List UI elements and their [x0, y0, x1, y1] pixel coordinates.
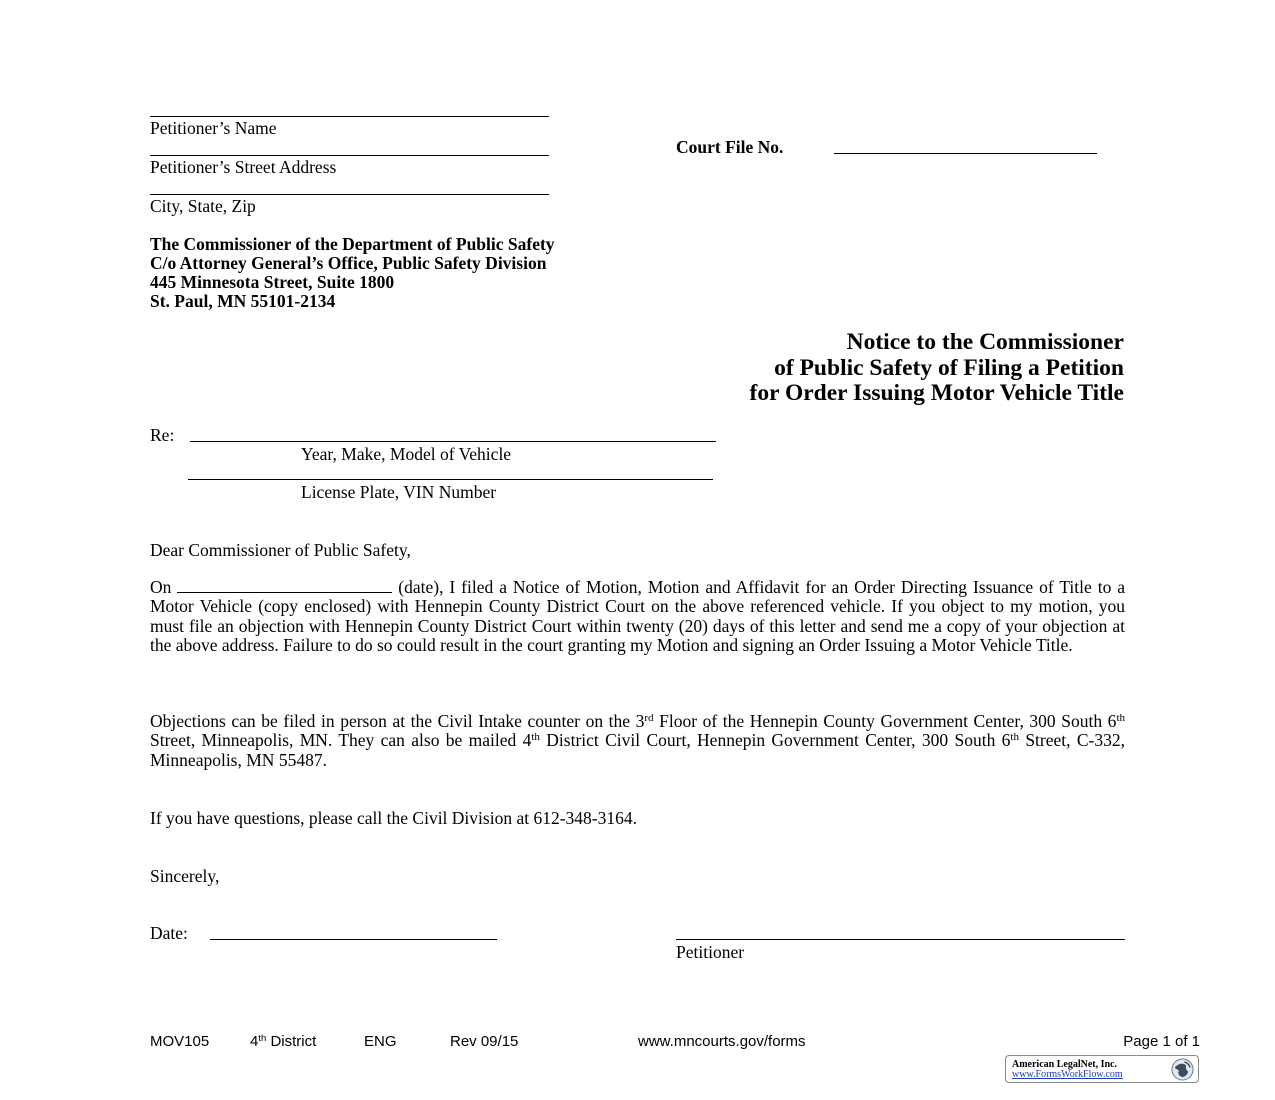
document-title [750, 330, 1125, 407]
recipient-line-4: St. Paul, MN 55101-2134 [150, 291, 336, 311]
date-label: Date: [150, 923, 188, 943]
globe-icon [1171, 1058, 1194, 1081]
recipient-line-3: 445 Minnesota Street, Suite 1800 [150, 272, 395, 292]
petitioner-signature-label: Petitioner [676, 942, 745, 962]
vehicle-label: Year, Make, Model of Vehicle [301, 444, 512, 464]
date-blank[interactable] [177, 578, 392, 593]
footer-url[interactable]: www.mncourts.gov/forms [638, 1033, 806, 1050]
badge-url[interactable]: www.FormsWorkFlow.com [1012, 1069, 1123, 1080]
plate-line[interactable] [188, 479, 713, 480]
city-state-zip-line[interactable] [150, 194, 549, 195]
para1-text: (date), I filed a Notice of Motion, Motion and Affidavit for an Order Directing Issuance of Title to a Motor Vehicle (copy enclosed) with Hennepin County District Court on the above referenced vehicle. If you object to my motion, you must file an objection with Hennepin County District Court within twenty (20) days of this letter and send me a copy of your objection at the above address. Failure to do so could result in the court granting my Motion and signing an Order Issuing a Motor Vehicle Title. [150, 577, 1126, 655]
paragraph-1 [150, 578, 1125, 655]
petitioner-address-label: Petitioner’s Street Address [150, 157, 337, 177]
petitioner-address-line[interactable] [150, 155, 549, 156]
americanlegalnet-badge[interactable] [1005, 1055, 1199, 1083]
footer-page: Page 1 of 1 [1123, 1033, 1200, 1050]
court-file-line[interactable] [834, 153, 1097, 154]
court-file-label: Court File No. [676, 137, 784, 157]
closing: Sincerely, [150, 866, 220, 886]
plate-label: License Plate, VIN Number [301, 482, 497, 502]
title-line-3: for Order Issuing Motor Vehicle Title [749, 380, 1124, 406]
title-line-2: of Public Safety of Filing a Petition [774, 354, 1124, 381]
city-state-zip-label: City, State, Zip [150, 196, 256, 216]
date-signature-line[interactable] [210, 939, 497, 940]
petitioner-name-label: Petitioner’s Name [150, 118, 277, 138]
footer-revision: Rev 09/15 [450, 1033, 519, 1050]
recipient-line-2: C/o Attorney General’s Office, Public Safety Division [150, 253, 547, 273]
footer-district: 4th District [250, 1033, 317, 1050]
footer-form-code: MOV105 [150, 1033, 210, 1050]
para1-on: On [150, 577, 172, 597]
petitioner-signature-line[interactable] [676, 939, 1125, 940]
vehicle-line[interactable] [190, 441, 716, 442]
recipient-line-1: The Commissioner of the Department of Public Safety [150, 234, 555, 254]
paragraph-3: If you have questions, please call the Civil Division at 612-348-3164. [150, 808, 637, 828]
badge-company: American LegalNet, Inc. [1012, 1059, 1117, 1070]
re-label: Re: [150, 425, 175, 445]
footer-language: ENG [364, 1033, 397, 1050]
paragraph-2: Objections can be filed in person at the Civil Intake counter on the 3rd Floor of the Hennepin County Government Center, 300 South 6th Street, Minneapolis, MN. They can also be mailed 4th District Civil Court, Hennepin Government Center, 300 South 6th Street, C-332, Minneapolis, MN 55487. [150, 711, 1125, 770]
petitioner-name-line[interactable] [150, 116, 549, 117]
salutation: Dear Commissioner of Public Safety, [150, 540, 411, 560]
title-line-1: Notice to the Commissioner [846, 329, 1124, 355]
